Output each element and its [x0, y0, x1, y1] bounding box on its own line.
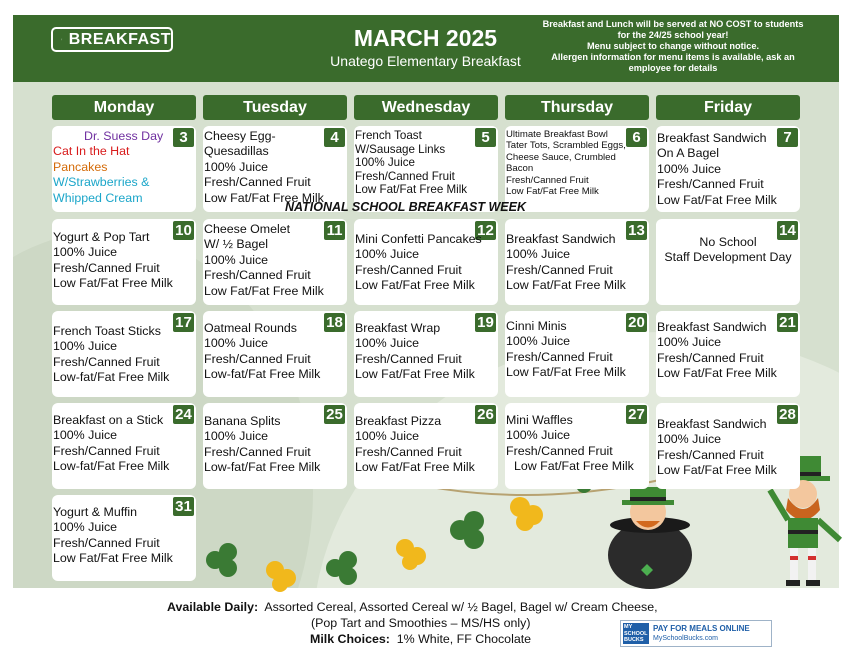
menu-item: Bacon [506, 163, 534, 175]
menu-item: Fresh/Canned Fruit [204, 268, 311, 283]
day-cell [354, 311, 498, 397]
menu-item: Breakfast Sandwich [506, 232, 616, 246]
pay-online-label: PAY FOR MEALS ONLINE [653, 624, 750, 633]
day-cell [52, 126, 196, 212]
menu-items [355, 321, 497, 383]
day-cell [354, 403, 498, 489]
menu-item: Cheese Omelet [204, 222, 291, 236]
breakfast-week-banner: NATIONAL SCHOOL BREAKFAST WEEK [285, 200, 526, 214]
day-number: 6 [626, 128, 647, 147]
menu-item: Fresh/Canned Fruit [506, 262, 613, 277]
menu-item: Low Fat/Fat Free Milk [355, 460, 475, 475]
menu-item: 100% Juice [506, 247, 571, 262]
available-daily-text: Assorted Cereal, Assorted Cereal w/ ½ Bagel, Bagel w/ Cream Cheese, [264, 600, 658, 614]
menu-item: Staff Development Day [664, 250, 792, 265]
menu-item: Yogurt & Muffin [53, 505, 138, 519]
day-number: 14 [777, 221, 798, 240]
menu-item: 100% Juice [53, 520, 118, 535]
menu-item: French Toast [355, 129, 422, 142]
menu-item: Fresh/Canned Fruit [204, 351, 311, 366]
menu-items [53, 129, 195, 206]
day-number: 13 [626, 221, 647, 240]
day-cell [656, 219, 800, 305]
day-number: 4 [324, 128, 345, 147]
notice-line: Allergen information for menu items is available, ask an [551, 52, 795, 62]
menu-item: Breakfast Sandwich [657, 320, 767, 334]
menu-item: 100% Juice [355, 156, 415, 170]
day-cell [505, 126, 649, 212]
menu-item: 100% Juice [657, 161, 722, 176]
menu-item: W/Strawberries & [53, 175, 150, 190]
day-cell [505, 403, 649, 489]
menu-item: Oatmeal Rounds [204, 321, 297, 335]
day-number: 26 [475, 405, 496, 424]
menu-item: Fresh/Canned Fruit [53, 354, 160, 369]
menu-item: 100% Juice [506, 334, 571, 349]
day-cell [505, 219, 649, 305]
page-subtitle: Unatego Elementary Breakfast [330, 53, 521, 69]
menu-item: 100% Juice [355, 336, 420, 351]
day-cell [203, 311, 347, 397]
menu-item: 100% Juice [204, 429, 269, 444]
menu-item: Cheese Sauce, Crumbled [506, 151, 616, 163]
day-cell [52, 495, 196, 581]
menu-item: Fresh/Canned Fruit [506, 174, 589, 186]
menu-item: Dr. Suess Day [84, 129, 164, 143]
day-number: 7 [777, 128, 798, 147]
menu-item: Low Fat/Fat Free Milk [657, 192, 777, 207]
menu-item: Yogurt & Pop Tart [53, 230, 150, 244]
menu-item: Low Fat/Fat Free Milk [506, 365, 626, 380]
menu-item: Fresh/Canned Fruit [657, 447, 764, 462]
day-cell [203, 219, 347, 305]
day-number: 3 [173, 128, 194, 147]
menu-items [53, 413, 195, 475]
menu-item: Breakfast Sandwich [657, 417, 767, 431]
day-cell [505, 311, 649, 397]
milk-choices-label: Milk Choices: [310, 632, 390, 646]
menu-item: 100% Juice [355, 429, 420, 444]
menu-items [355, 129, 497, 197]
menu-item: French Toast Sticks [53, 324, 161, 338]
leprechaun-pot-icon [608, 487, 692, 589]
menu-item: Breakfast Wrap [355, 321, 441, 335]
menu-item: No School [699, 235, 757, 249]
menu-item: Pancakes [53, 159, 108, 174]
day-number: 18 [324, 313, 345, 332]
menu-item: On A Bagel [657, 146, 720, 161]
available-daily-note: (Pop Tart and Smoothies – MS/HS only) [311, 616, 531, 630]
menu-items [657, 320, 799, 382]
menu-items [506, 319, 648, 381]
menu-item: Fresh/Canned Fruit [355, 262, 462, 277]
milk-choices-line [310, 632, 531, 646]
menu-item: 100% Juice [657, 335, 722, 350]
menu-items [657, 417, 799, 479]
menu-item: Mini Confetti Pancakes [355, 232, 482, 246]
day-number: 28 [777, 405, 798, 424]
menu-item: 100% Juice [204, 159, 269, 174]
menu-item: Fresh/Canned Fruit [53, 260, 160, 275]
day-cell [52, 403, 196, 489]
myschoolbucks-logo: MY SCHOOL BUCKS [624, 624, 648, 643]
menu-item: Low Fat/Fat Free Milk [204, 283, 324, 298]
day-number: 25 [324, 405, 345, 424]
menu-item: Fresh/Canned Fruit [657, 177, 764, 192]
day-number: 24 [173, 405, 194, 424]
day-number: 5 [475, 128, 496, 147]
menu-items [657, 131, 799, 208]
menu-item: 100% Juice [657, 432, 722, 447]
menu-item: Low-fat/Fat Free Milk [53, 459, 170, 474]
menu-item: Fresh/Canned Fruit [204, 444, 311, 459]
menu-items [204, 321, 346, 383]
menu-item: Low-fat/Fat Free Milk [53, 370, 170, 385]
menu-items [355, 414, 497, 476]
day-number: 19 [475, 313, 496, 332]
menu-item: Cheesy Egg- [204, 129, 276, 143]
menu-item: Low Fat/Fat Free Milk [506, 186, 599, 198]
menu-item: 100% Juice [204, 252, 269, 267]
menu-item: Low Fat/Fat Free Milk [355, 367, 475, 382]
menu-item: Low Fat/Fat Free Milk [355, 183, 468, 197]
day-cell [656, 126, 800, 212]
badge-label: BREAKFAST [68, 30, 171, 48]
menu-items [53, 230, 195, 292]
day-number: 10 [173, 221, 194, 240]
notice-line: Breakfast and Lunch will be served at NO COST to students [542, 19, 804, 29]
available-daily-label: Available Daily: [167, 600, 259, 614]
day-cell [52, 311, 196, 397]
menu-item: 100% Juice [53, 339, 118, 354]
day-number: 11 [324, 221, 345, 240]
day-header-thursday: Thursday [505, 95, 649, 120]
menu-item: Banana Splits [204, 414, 281, 428]
day-number: 20 [626, 313, 647, 332]
menu-item: W/Sausage Links [355, 142, 446, 156]
menu-items [204, 222, 346, 299]
leaf-icon [266, 497, 543, 592]
day-cell [52, 219, 196, 305]
day-number: 31 [173, 497, 194, 516]
menu-item: Low Fat/Fat Free Milk [657, 463, 777, 478]
menu-item: Breakfast Pizza [355, 414, 442, 428]
day-header-tuesday: Tuesday [203, 95, 347, 120]
menu-item: Fresh/Canned Fruit [355, 351, 462, 366]
menu-item: Low-fat/Fat Free Milk [204, 367, 321, 382]
page-title: MARCH 2025 [353, 25, 498, 51]
menu-item: Low Fat/Fat Free Milk [355, 278, 475, 293]
menu-item: Fresh/Canned Fruit [506, 443, 613, 458]
menu-item: Fresh/Canned Fruit [506, 349, 613, 364]
notice-line: Menu subject to change without notice. [586, 41, 759, 51]
menu-item: Fresh/Canned Fruit [355, 169, 455, 183]
menu-items [355, 232, 497, 294]
menu-item: Ultimate Breakfast Bowl [506, 129, 608, 140]
day-number: 21 [777, 313, 798, 332]
milk-choices-text: 1% White, FF Chocolate [396, 632, 532, 646]
menu-item: Quesadillas [204, 144, 269, 159]
menu-item: Cinni Minis [506, 319, 567, 333]
menu-item: Low Fat/Fat Free Milk [506, 278, 626, 293]
menu-items [204, 129, 346, 206]
menu-items [657, 235, 799, 266]
menu-item: Tater Tots, Scrambled Eggs, [506, 140, 626, 152]
day-header-friday: Friday [656, 95, 800, 120]
day-cell [656, 403, 800, 489]
notice-line: employee for details [628, 63, 718, 73]
menu-item: Fresh/Canned Fruit [355, 444, 462, 459]
menu-item: 100% Juice [53, 428, 118, 443]
day-header-monday: Monday [52, 95, 196, 120]
menu-item: 100% Juice [204, 336, 269, 351]
menu-items [506, 232, 648, 294]
day-number: 17 [173, 313, 194, 332]
menu-item: 100% Juice [506, 428, 571, 443]
menu-item: Low-fat/Fat Free Milk [204, 460, 321, 475]
day-cell [203, 403, 347, 489]
day-cell [354, 219, 498, 305]
menu-items [53, 324, 195, 386]
menu-items [204, 414, 346, 476]
menu-item: Fresh/Canned Fruit [657, 350, 764, 365]
menu-item: Low Fat/Fat Free Milk [657, 366, 777, 381]
menu-item: Mini Waffles [506, 413, 573, 427]
menu-item: Breakfast Sandwich [657, 131, 767, 145]
menu-item: Breakfast on a Stick [53, 413, 164, 427]
myschoolbucks-url: MySchoolBucks.com [653, 635, 718, 642]
day-number: 27 [626, 405, 647, 424]
available-daily-line [167, 600, 658, 614]
menu-items [506, 129, 648, 197]
menu-item: 100% Juice [355, 247, 420, 262]
day-header-wednesday: Wednesday [354, 95, 498, 120]
menu-item: Whipped Cream [53, 190, 143, 205]
menu-item: Cat In the Hat [53, 144, 130, 159]
menu-item: Low Fat/Fat Free Milk [204, 190, 324, 205]
menu-item: W/ ½ Bagel [204, 237, 269, 252]
menu-item: Fresh/Canned Fruit [53, 443, 160, 458]
notice-line: for the 24/25 school year! [617, 30, 729, 40]
menu-item: 100% Juice [53, 245, 118, 260]
menu-items [506, 413, 648, 475]
day-number: 12 [475, 221, 496, 240]
menu-item: Fresh/Canned Fruit [204, 175, 311, 190]
menu-item: Fresh/Canned Fruit [53, 535, 160, 550]
myschoolbucks-link[interactable] [620, 620, 772, 647]
day-cell [656, 311, 800, 397]
menu-item: Low Fat/Fat Free Milk [53, 276, 173, 291]
menu-item: Low Fat/Fat Free Milk [53, 551, 173, 566]
menu-items [53, 505, 195, 567]
menu-item: Low Fat/Fat Free Milk [514, 459, 634, 474]
